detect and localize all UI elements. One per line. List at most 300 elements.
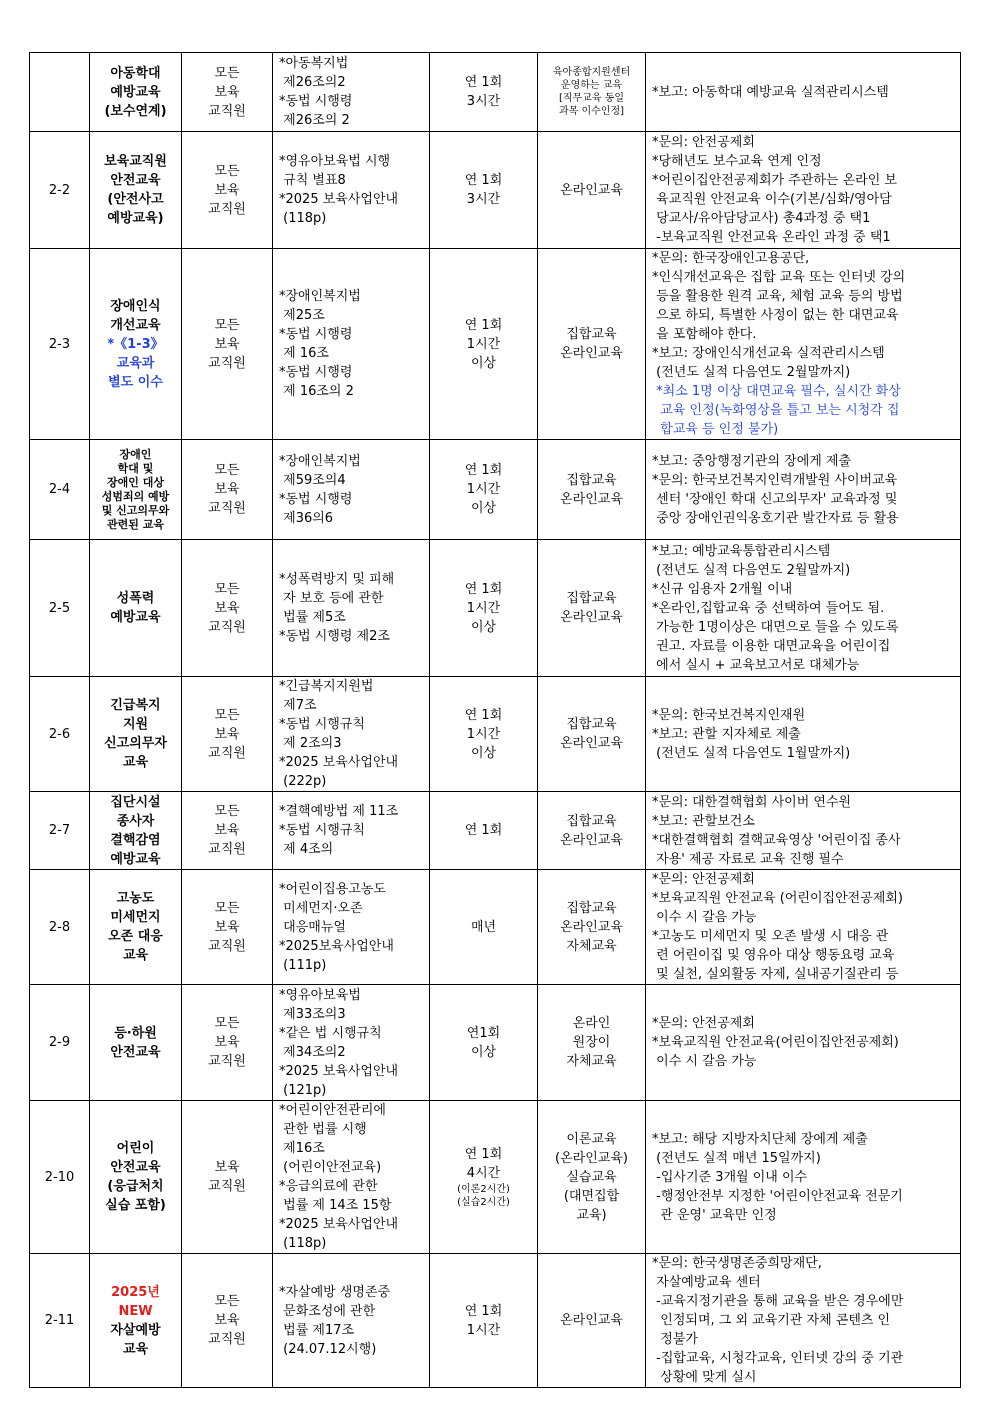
text-line: 미세먼지 <box>110 910 161 925</box>
method-cell <box>538 792 646 870</box>
text-line: 온라인교육 <box>560 832 623 848</box>
method-cell <box>538 440 646 540</box>
legal-basis-cell <box>273 540 430 677</box>
text-line: 미세먼지·오존 <box>279 900 363 916</box>
text-line: 이상 <box>470 355 497 371</box>
legal-basis-cell <box>273 1101 430 1254</box>
notes-cell <box>646 249 961 440</box>
text-line: *성폭력방지 및 피해 <box>279 572 395 587</box>
text-line: 관련된 교육 <box>107 517 164 531</box>
text-line: 법률 제5조 <box>279 610 346 625</box>
text-line: 안전교육 <box>110 1160 161 1175</box>
target-cell <box>182 540 273 677</box>
table-row <box>30 440 961 540</box>
text-line: *응급의료에 관한 <box>279 1179 378 1194</box>
education-name <box>90 53 182 132</box>
text-line: *영유아보육법 <box>279 987 361 1003</box>
text-line: (안전사고 <box>107 192 164 207</box>
text-line: 2025년 <box>111 1284 160 1300</box>
text-line: 어린이 <box>116 1141 155 1156</box>
text-line: 별도 이수 <box>108 374 163 390</box>
legal-basis-cell <box>273 792 430 870</box>
text-line: 가능한 1명이상은 대면으로 들을 수 있도록 <box>652 619 899 635</box>
text-line: 교직원 <box>208 1179 246 1194</box>
text-line: 교직원 <box>208 938 246 954</box>
text-line: 이상 <box>470 619 497 635</box>
legal-basis-cell <box>273 1254 430 1388</box>
text-line: 모든 <box>214 1016 240 1031</box>
text-line: *2025 보육사업안내 <box>279 1063 399 1079</box>
text-line: 연 1회 <box>464 823 503 838</box>
notes-cell <box>646 1254 961 1388</box>
text-line: -집합교육, 시청각교육, 인터넷 강의 중 기관 <box>652 1351 904 1366</box>
row-number: 2-7 <box>30 792 90 870</box>
text-line: 보육 <box>214 1160 240 1175</box>
text-line: *장애인복지법 <box>279 453 361 469</box>
text-line: 온라인 <box>572 1016 611 1031</box>
text-line: 자살예방 <box>110 1322 161 1338</box>
text-line: 개선교육 <box>110 317 161 333</box>
text-line: *보육교직원 안전교육(어린이집안전공제회) <box>652 1035 899 1050</box>
row-number: 2-8 <box>30 870 90 985</box>
text-line: 결핵감염 <box>110 832 161 848</box>
text-line: 정불가 <box>652 1332 698 1347</box>
education-name <box>90 985 182 1101</box>
legal-basis-cell <box>273 53 430 132</box>
text-line: 신고의무자 <box>104 736 167 751</box>
text-line: 교육 <box>122 755 149 770</box>
text-line: 등·하원 <box>114 1025 157 1041</box>
text-line: 모든 <box>214 65 240 81</box>
target-cell <box>182 53 273 132</box>
legal-basis-cell <box>273 249 430 440</box>
row-number: 2-10 <box>30 1101 90 1254</box>
text-line: 온라인교육 <box>560 491 623 507</box>
text-line: *문의: 한국생명존중희망재단, <box>652 1256 822 1271</box>
text-line: -행정안전부 지정한 '어린이안전교육 전문기 <box>652 1188 903 1204</box>
target-cell <box>182 440 273 540</box>
text-line: 교직원 <box>208 355 246 371</box>
text-line: 종사자 <box>116 813 155 829</box>
text-line: 제36의6 <box>279 510 334 526</box>
text-line: 모든 <box>214 463 240 478</box>
text-line: 교직원 <box>208 103 246 119</box>
method-cell <box>538 132 646 249</box>
text-line: *보고: 장애인식개선교육 실적관리시스템 <box>652 346 885 361</box>
text-line: 자체교육 <box>566 938 617 954</box>
text-line: *보고: 관할보건소 <box>652 813 755 829</box>
education-name <box>90 440 182 540</box>
text-line: 성범죄의 예방 <box>101 489 170 503</box>
text-line: -입사기준 3개월 이내 이수 <box>652 1169 808 1185</box>
text-line: 집합교육 <box>566 813 617 829</box>
text-line: 운영하는 교육 <box>560 80 623 91</box>
target-cell <box>182 677 273 792</box>
notes-cell <box>646 132 961 249</box>
education-name <box>90 1254 182 1388</box>
method-cell <box>538 870 646 985</box>
text-line: 육교직원 안전교육 이수(기본/심화/영아담 <box>652 192 892 207</box>
text-line: 자체교육 <box>566 1054 617 1069</box>
text-line: *자살예방 생명존중 <box>279 1284 391 1300</box>
text-line: 자 보호 등에 관한 <box>279 591 384 606</box>
text-line: 온라인교육 <box>560 919 623 935</box>
text-line: *2025보육사업안내 <box>279 938 394 954</box>
row-number: 2-9 <box>30 985 90 1101</box>
text-line: 자용' 제공 자료로 교육 진행 필수 <box>652 851 844 867</box>
text-line: 제59조의4 <box>279 472 346 488</box>
target-cell <box>182 870 273 985</box>
text-line: 보육 <box>214 182 240 198</box>
text-line: 교직원 <box>208 1054 246 1069</box>
legal-basis-cell <box>273 132 430 249</box>
text-line: *동법 시행령 <box>279 327 353 342</box>
notes-cell <box>646 870 961 985</box>
text-line: *2025 보육사업안내 <box>279 755 399 770</box>
text-line: *2025 보육사업안내 <box>279 1217 399 1232</box>
text-line: 원장이 <box>572 1035 611 1050</box>
education-name <box>90 870 182 985</box>
text-line: 연 1회 <box>464 1303 503 1319</box>
text-line: 오존 대응 <box>108 929 163 944</box>
text-line: (121p) <box>279 1082 327 1098</box>
text-line: 이수 시 갈음 가능 <box>652 910 757 925</box>
text-line: 법률 제 14조 15항 <box>279 1198 392 1213</box>
text-line: 실습교육 <box>566 1169 617 1185</box>
text-line: (전년도 실적 다음연도 1월말까지) <box>652 745 851 761</box>
text-line: 1시간 <box>466 336 501 352</box>
text-line: 집합교육 <box>566 717 617 732</box>
text-line: 연 1회 <box>464 75 503 90</box>
text-line: *문의: 안전공제회 <box>652 1016 755 1031</box>
text-line: 련 어린이집 및 영유아 대상 행동요령 교육 <box>652 948 895 963</box>
notes-cell <box>646 792 961 870</box>
notes-cell <box>646 440 961 540</box>
text-line: *어린이안전관리에 <box>279 1103 386 1118</box>
text-line: 지원 <box>122 717 149 732</box>
text-line: 모든 <box>214 581 240 597</box>
text-line: 문화조성에 관한 <box>279 1303 376 1319</box>
education-name <box>90 1101 182 1254</box>
row-number: 2-4 <box>30 440 90 540</box>
row-number <box>30 53 90 132</box>
text-line: 4시간 <box>466 1166 501 1181</box>
education-name <box>90 792 182 870</box>
text-line: 집합교육 <box>566 591 617 606</box>
text-line: 모든 <box>214 804 240 819</box>
text-line: 보육 <box>214 823 240 838</box>
text-line: (응급처치 <box>107 1179 164 1194</box>
text-line: 제 4조의 <box>279 842 334 857</box>
row-number: 2-3 <box>30 249 90 440</box>
text-line: *보고: 중앙행정기관의 장에게 제출 <box>652 453 852 469</box>
legal-basis-cell <box>273 677 430 792</box>
text-line: 육아종합지원센터 <box>552 67 631 78</box>
text-line: 집단시설 <box>110 794 161 810</box>
text-line: 이상 <box>470 745 497 761</box>
text-line: 보육 <box>214 336 240 352</box>
text-line: 온라인교육 <box>560 610 623 625</box>
text-line: 이상 <box>470 1044 497 1060</box>
text-line: 연 1회 <box>464 317 503 333</box>
text-line: *동법 시행규칙 <box>279 823 365 838</box>
text-line: *문의: 한국보건복지인력개발원 사이버교육 <box>652 472 898 488</box>
method-cell <box>538 985 646 1101</box>
text-line: 에서 실시 + 교육보고서로 대체가능 <box>652 657 860 673</box>
text-line: *《1-3》 <box>107 336 164 352</box>
frequency-cell <box>430 540 538 677</box>
text-line: 장애인 <box>119 447 152 461</box>
text-line: 을 포함해야 한다. <box>652 327 757 342</box>
text-line: 고농도 <box>116 891 155 906</box>
method-cell <box>538 249 646 440</box>
text-line: 온라인교육 <box>560 1313 623 1328</box>
text-line: 관한 법률 시행 <box>279 1122 367 1137</box>
text-line: 학대 및 <box>117 461 154 475</box>
education-name <box>90 132 182 249</box>
frequency-cell <box>430 53 538 132</box>
text-line: 연1회 <box>466 1025 501 1041</box>
table-row <box>30 540 961 677</box>
table-row <box>30 53 961 132</box>
text-line: 보육 <box>214 600 240 616</box>
text-line: 교육) <box>576 1207 607 1223</box>
text-line: 교육과 <box>116 355 155 371</box>
text-line: 교직원 <box>208 501 246 516</box>
text-line: 모든 <box>214 900 240 916</box>
text-line: 및 실천, 실외활동 자제, 실내공기질관리 등 <box>652 967 899 982</box>
row-number: 2-6 <box>30 677 90 792</box>
target-cell <box>182 1254 273 1388</box>
table-row <box>30 1254 961 1388</box>
text-line: *동법 시행령 <box>279 365 353 380</box>
text-line: *최소 1명 이상 대면교육 필수, 실시간 화상 <box>652 384 901 399</box>
text-line: *문의: 한국장애인고용공단, <box>652 251 810 266</box>
text-line: *영유아보육법 시행 <box>279 154 391 169</box>
text-line: 대응매뉴얼 <box>279 919 346 935</box>
text-line: *아동복지법 <box>279 56 349 71</box>
text-line: (24.07.12시행) <box>279 1341 377 1357</box>
row-number: 2-11 <box>30 1254 90 1388</box>
text-line: *보육교직원 안전교육 (어린이집안전공제회) <box>652 891 903 906</box>
text-line: 안전교육 <box>110 1044 161 1060</box>
text-line: 집합교육 <box>566 472 617 488</box>
text-line: 장애인식 <box>110 298 161 314</box>
text-line: 당교사/유아담당교사) 총4과정 중 택1 <box>652 211 871 226</box>
text-line: *2025 보육사업안내 <box>279 192 399 207</box>
text-line: 안전교육 <box>110 173 161 188</box>
text-line: 1시간 <box>466 1322 501 1338</box>
text-line: *동법 시행령 제2조 <box>279 629 390 644</box>
text-line: (전년도 실적 다음연도 2월말까지) <box>652 365 851 380</box>
text-line: 제34조의2 <box>279 1044 346 1060</box>
text-line: 규칙 별표8 <box>279 173 346 188</box>
target-cell <box>182 1101 273 1254</box>
text-line: 예방교육 <box>110 851 161 867</box>
text-line: 보육 <box>214 726 240 742</box>
text-line: 보육 <box>214 84 240 100</box>
text-line: 이론교육 <box>566 1131 617 1147</box>
text-line: -교육지정기관을 통해 교육을 받은 경우에만 <box>652 1294 904 1309</box>
text-line: 및 신고의무와 <box>101 503 170 517</box>
text-line: 3시간 <box>466 192 501 207</box>
table-row <box>30 249 961 440</box>
text-line: 자살예방교육 센터 <box>652 1275 761 1290</box>
frequency-cell <box>430 1254 538 1388</box>
text-line: 과목 이수인정] <box>558 106 625 117</box>
text-line: 예방교육 <box>110 84 161 100</box>
text-line: (이론2시간) <box>457 1184 510 1195</box>
text-line: (111p) <box>279 957 327 973</box>
text-line: (전년도 실적 매년 15일까지) <box>652 1150 821 1166</box>
text-line: 긴급복지 <box>110 698 161 713</box>
education-name <box>90 677 182 792</box>
frequency-cell <box>430 1101 538 1254</box>
text-line: (실습2시간) <box>457 1197 510 1208</box>
table-row <box>30 1101 961 1254</box>
text-line: 법률 제17조 <box>279 1322 355 1338</box>
table-row <box>30 132 961 249</box>
text-line: (전년도 실적 다음연도 2월말까지) <box>652 562 851 578</box>
text-line: *보고: 예방교육통합관리시스템 <box>652 543 831 559</box>
text-line: *어린이집안전공제회가 주관하는 온라인 보 <box>652 173 897 188</box>
text-line: 권고. 자료를 이용한 대면교육을 어린이집 <box>652 638 891 654</box>
text-line: 제 2조의3 <box>279 736 342 751</box>
text-line: 매년 <box>470 919 497 935</box>
text-line: 인정되며, 그 외 교육기관 자체 콘텐츠 인 <box>652 1313 891 1328</box>
text-line: 교육 인정(녹화영상을 틀고 보는 시청각 집 <box>652 403 900 418</box>
text-line: *문의: 안전공제회 <box>652 135 755 150</box>
text-line: (어린이안전교육) <box>279 1160 382 1175</box>
text-line: 교직원 <box>208 201 246 217</box>
text-line: NEW <box>118 1303 153 1319</box>
text-line: 모든 <box>214 1294 240 1309</box>
text-line: 교직원 <box>208 619 246 635</box>
text-line: 예방교육) <box>107 211 164 226</box>
text-line: *신규 임용자 2개월 이내 <box>652 581 793 597</box>
text-line: 온라인교육 <box>560 736 623 751</box>
text-line: 모든 <box>214 707 240 723</box>
education-table <box>29 52 961 1388</box>
text-line: *문의: 한국보건복지인재원 <box>652 707 806 723</box>
notes-cell <box>646 53 961 132</box>
text-line: 보육교직원 <box>104 154 167 169</box>
text-line: 연 1회 <box>464 581 503 597</box>
legal-basis-cell <box>273 440 430 540</box>
text-line: 1시간 <box>466 600 501 616</box>
text-line: 등을 활용한 원격 교육, 체험 교육 등의 방법 <box>652 289 903 304</box>
text-line: 온라인교육 <box>560 182 623 198</box>
row-number: 2-5 <box>30 540 90 677</box>
text-line: 보육 <box>214 1035 240 1050</box>
text-line: (온라인교육) <box>555 1150 628 1166</box>
text-line: -보육교직원 안전교육 온라인 과정 중 택1 <box>652 230 891 245</box>
text-line: 연 1회 <box>464 1147 503 1162</box>
text-line: *어린이집용고농도 <box>279 881 386 897</box>
text-line: *고농도 미세먼지 및 오존 발생 시 대응 관 <box>652 929 889 944</box>
text-line: 3시간 <box>466 94 501 109</box>
text-line: (보수연계) <box>104 103 167 119</box>
method-cell <box>538 540 646 677</box>
text-line: *당해년도 보수교육 연계 인정 <box>652 154 822 169</box>
text-line: *결핵예방법 제 11조 <box>279 804 399 819</box>
text-line: 이상 <box>470 501 497 516</box>
text-line: *문의: 안전공제회 <box>652 872 755 887</box>
frequency-cell <box>430 870 538 985</box>
text-line: *보고: 해당 지방자치단체 장에게 제출 <box>652 1131 868 1147</box>
text-line: 교육 <box>122 1341 149 1357</box>
text-line: 중앙 장애인권익옹호기관 발간자료 등 활용 <box>652 510 899 526</box>
frequency-cell <box>430 677 538 792</box>
text-line: 예방교육 <box>110 610 161 625</box>
text-line: (118p) <box>279 211 327 226</box>
frequency-cell <box>430 985 538 1101</box>
legal-basis-cell <box>273 985 430 1101</box>
table-row <box>30 870 961 985</box>
text-line: 연 1회 <box>464 173 503 188</box>
text-line: [직무교육 동일 <box>558 93 625 104</box>
education-name <box>90 249 182 440</box>
text-line: *대한결핵협회 결핵교육영상 '어린이집 종사 <box>652 832 901 848</box>
notes-cell <box>646 677 961 792</box>
text-line: *문의: 대한결핵협회 사이버 연수원 <box>652 794 852 810</box>
notes-cell <box>646 985 961 1101</box>
text-line: *같은 법 시행규칙 <box>279 1025 382 1041</box>
method-cell <box>538 53 646 132</box>
text-line: 관 운영' 교육만 인정 <box>652 1207 777 1223</box>
text-line: 1시간 <box>466 482 501 497</box>
target-cell <box>182 985 273 1101</box>
text-line: (222p) <box>279 774 327 789</box>
text-line: 제26조의 2 <box>279 113 350 128</box>
text-line: 제25조 <box>279 308 325 323</box>
text-line: 으로 하되, 특별한 사정이 없는 한 대면교육 <box>652 308 899 323</box>
frequency-cell <box>430 132 538 249</box>
text-line: 상황에 맞게 실시 <box>652 1370 757 1385</box>
text-line: *장애인복지법 <box>279 289 361 304</box>
frequency-cell <box>430 249 538 440</box>
text-line: 모든 <box>214 163 240 179</box>
text-line: 교직원 <box>208 842 246 857</box>
text-line: *온라인,집합교육 중 선택하여 들어도 됨. <box>652 600 885 616</box>
text-line: 실습 포함) <box>105 1198 166 1213</box>
target-cell <box>182 792 273 870</box>
legal-basis-cell <box>273 870 430 985</box>
notes-cell <box>646 540 961 677</box>
text-line: 보육 <box>214 482 240 497</box>
text-line: *동법 시행령 <box>279 491 353 507</box>
text-line: 제7조 <box>279 698 317 713</box>
target-cell <box>182 132 273 249</box>
text-line: 보육 <box>214 919 240 935</box>
text-line: 집합교육 <box>566 900 617 916</box>
text-line: 제33조의3 <box>279 1006 346 1022</box>
notes-cell <box>646 1101 961 1254</box>
text-line: 아동학대 <box>110 65 161 81</box>
text-line: 장애인 대상 <box>107 475 164 489</box>
text-line: 교육 <box>122 948 149 963</box>
text-line: 모든 <box>214 317 240 333</box>
table-row <box>30 985 961 1101</box>
text-line: 연 1회 <box>464 463 503 478</box>
text-line: 성폭력 <box>116 591 155 606</box>
text-line: 제16조 <box>279 1141 325 1156</box>
text-line: *긴급복지지원법 <box>279 679 374 694</box>
text-line: *동법 시행령 <box>279 94 353 109</box>
frequency-cell <box>430 792 538 870</box>
target-cell <box>182 249 273 440</box>
text-line: 교직원 <box>208 745 246 761</box>
